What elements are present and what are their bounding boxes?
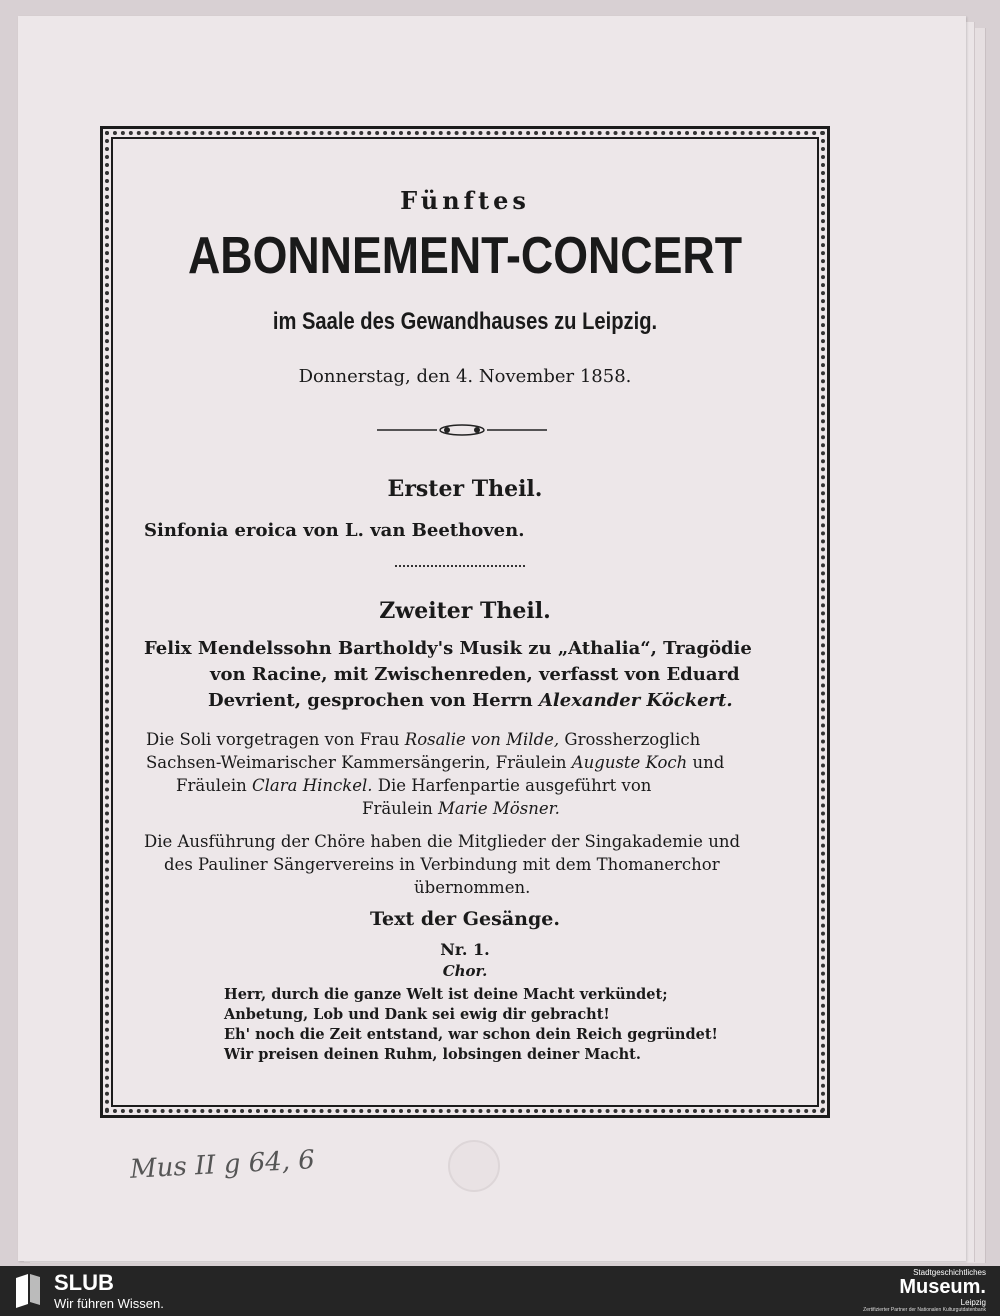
texts-voice: Chor.	[442, 962, 488, 980]
soli-line4	[362, 799, 560, 818]
soli-line2	[146, 753, 724, 772]
soloist-koch: Auguste Koch	[571, 753, 688, 772]
part1-work: Sinfonia eroica von L. van Beethoven.	[144, 520, 525, 541]
museum-certification: Zertifizierter Partner der Nationalen Kulturgutdatenbank	[863, 1307, 986, 1313]
soloist-hinckel: Clara Hinckel.	[252, 776, 373, 795]
title-main: ABONNEMENT-CONCERT	[187, 227, 743, 285]
verse-line4: Wir preisen deinen Ruhm, lobsingen deiner Macht.	[224, 1046, 641, 1063]
slub-tagline: Wir führen Wissen.	[54, 1296, 164, 1311]
footer-bar	[0, 1266, 1000, 1316]
soli1-a: Die Soli vorgetragen von Frau	[146, 730, 400, 749]
soli3-a: Fräulein	[176, 776, 247, 795]
slub-name[interactable]: SLUB	[54, 1270, 114, 1295]
embossed-seal	[448, 1140, 500, 1192]
part2-line3-a: Devrient, gesprochen von Herrn	[208, 690, 533, 711]
choir-line3: übernommen.	[414, 878, 531, 897]
soloist-milde: Rosalie von Milde,	[404, 730, 560, 749]
soli2-a: Sachsen-Weimarischer Kammersängerin, Fräulein	[146, 753, 567, 772]
museum-logo[interactable]: Museum.	[899, 1276, 986, 1298]
venue-line: im Saale des Gewandhauses zu Leipzig.	[272, 308, 658, 335]
soli4-a: Fräulein	[362, 799, 433, 818]
texts-number: Nr. 1.	[440, 940, 490, 959]
soli2-c: und	[692, 753, 725, 772]
part2-line3	[208, 690, 733, 711]
verse-line1: Herr, durch die ganze Welt ist deine Macht verkündet;	[224, 986, 668, 1003]
soli-line3	[176, 776, 651, 795]
harpist-moesner: Marie Mösner.	[438, 799, 560, 818]
date-line: Donnerstag, den 4. November 1858.	[298, 366, 632, 387]
verse-line3: Eh' noch die Zeit entstand, war schon dein Reich gegründet!	[224, 1026, 718, 1043]
part2-line1: Felix Mendelssohn Bartholdy's Musik zu „Athalia“, Tragödie	[144, 638, 752, 659]
verse-line2: Anbetung, Lob und Dank sei ewig dir gebracht!	[224, 1006, 610, 1023]
part2-heading: Zweiter Theil.	[379, 598, 551, 624]
title-line-1: Fünftes	[400, 186, 530, 215]
slub-logo-icon[interactable]	[14, 1274, 42, 1308]
part1-heading: Erster Theil.	[387, 476, 543, 502]
ornament-divider	[377, 424, 547, 436]
choir-line1: Die Ausführung der Chöre haben die Mitglieder der Singakademie und	[144, 832, 741, 851]
museum-city: Leipzig	[960, 1298, 986, 1307]
part2-line2: von Racine, mit Zwischenreden, verfasst von Eduard	[210, 664, 740, 685]
texts-heading: Text der Gesänge.	[370, 908, 560, 930]
choir-line2: des Pauliner Sängervereins in Verbindung mit dem Thomanerchor	[164, 855, 720, 874]
dotted-divider	[395, 565, 525, 567]
soli1-c: Grossherzoglich	[564, 730, 701, 749]
handwritten-shelfmark: Mus II g 64, 6	[129, 1145, 316, 1185]
museum-label-small: Stadtgeschichtliches	[913, 1268, 986, 1277]
speaker-name: Alexander Köckert.	[538, 690, 733, 711]
soli-line1	[146, 730, 700, 749]
soli3-c: Die Harfenpartie ausgeführt von	[377, 776, 652, 795]
